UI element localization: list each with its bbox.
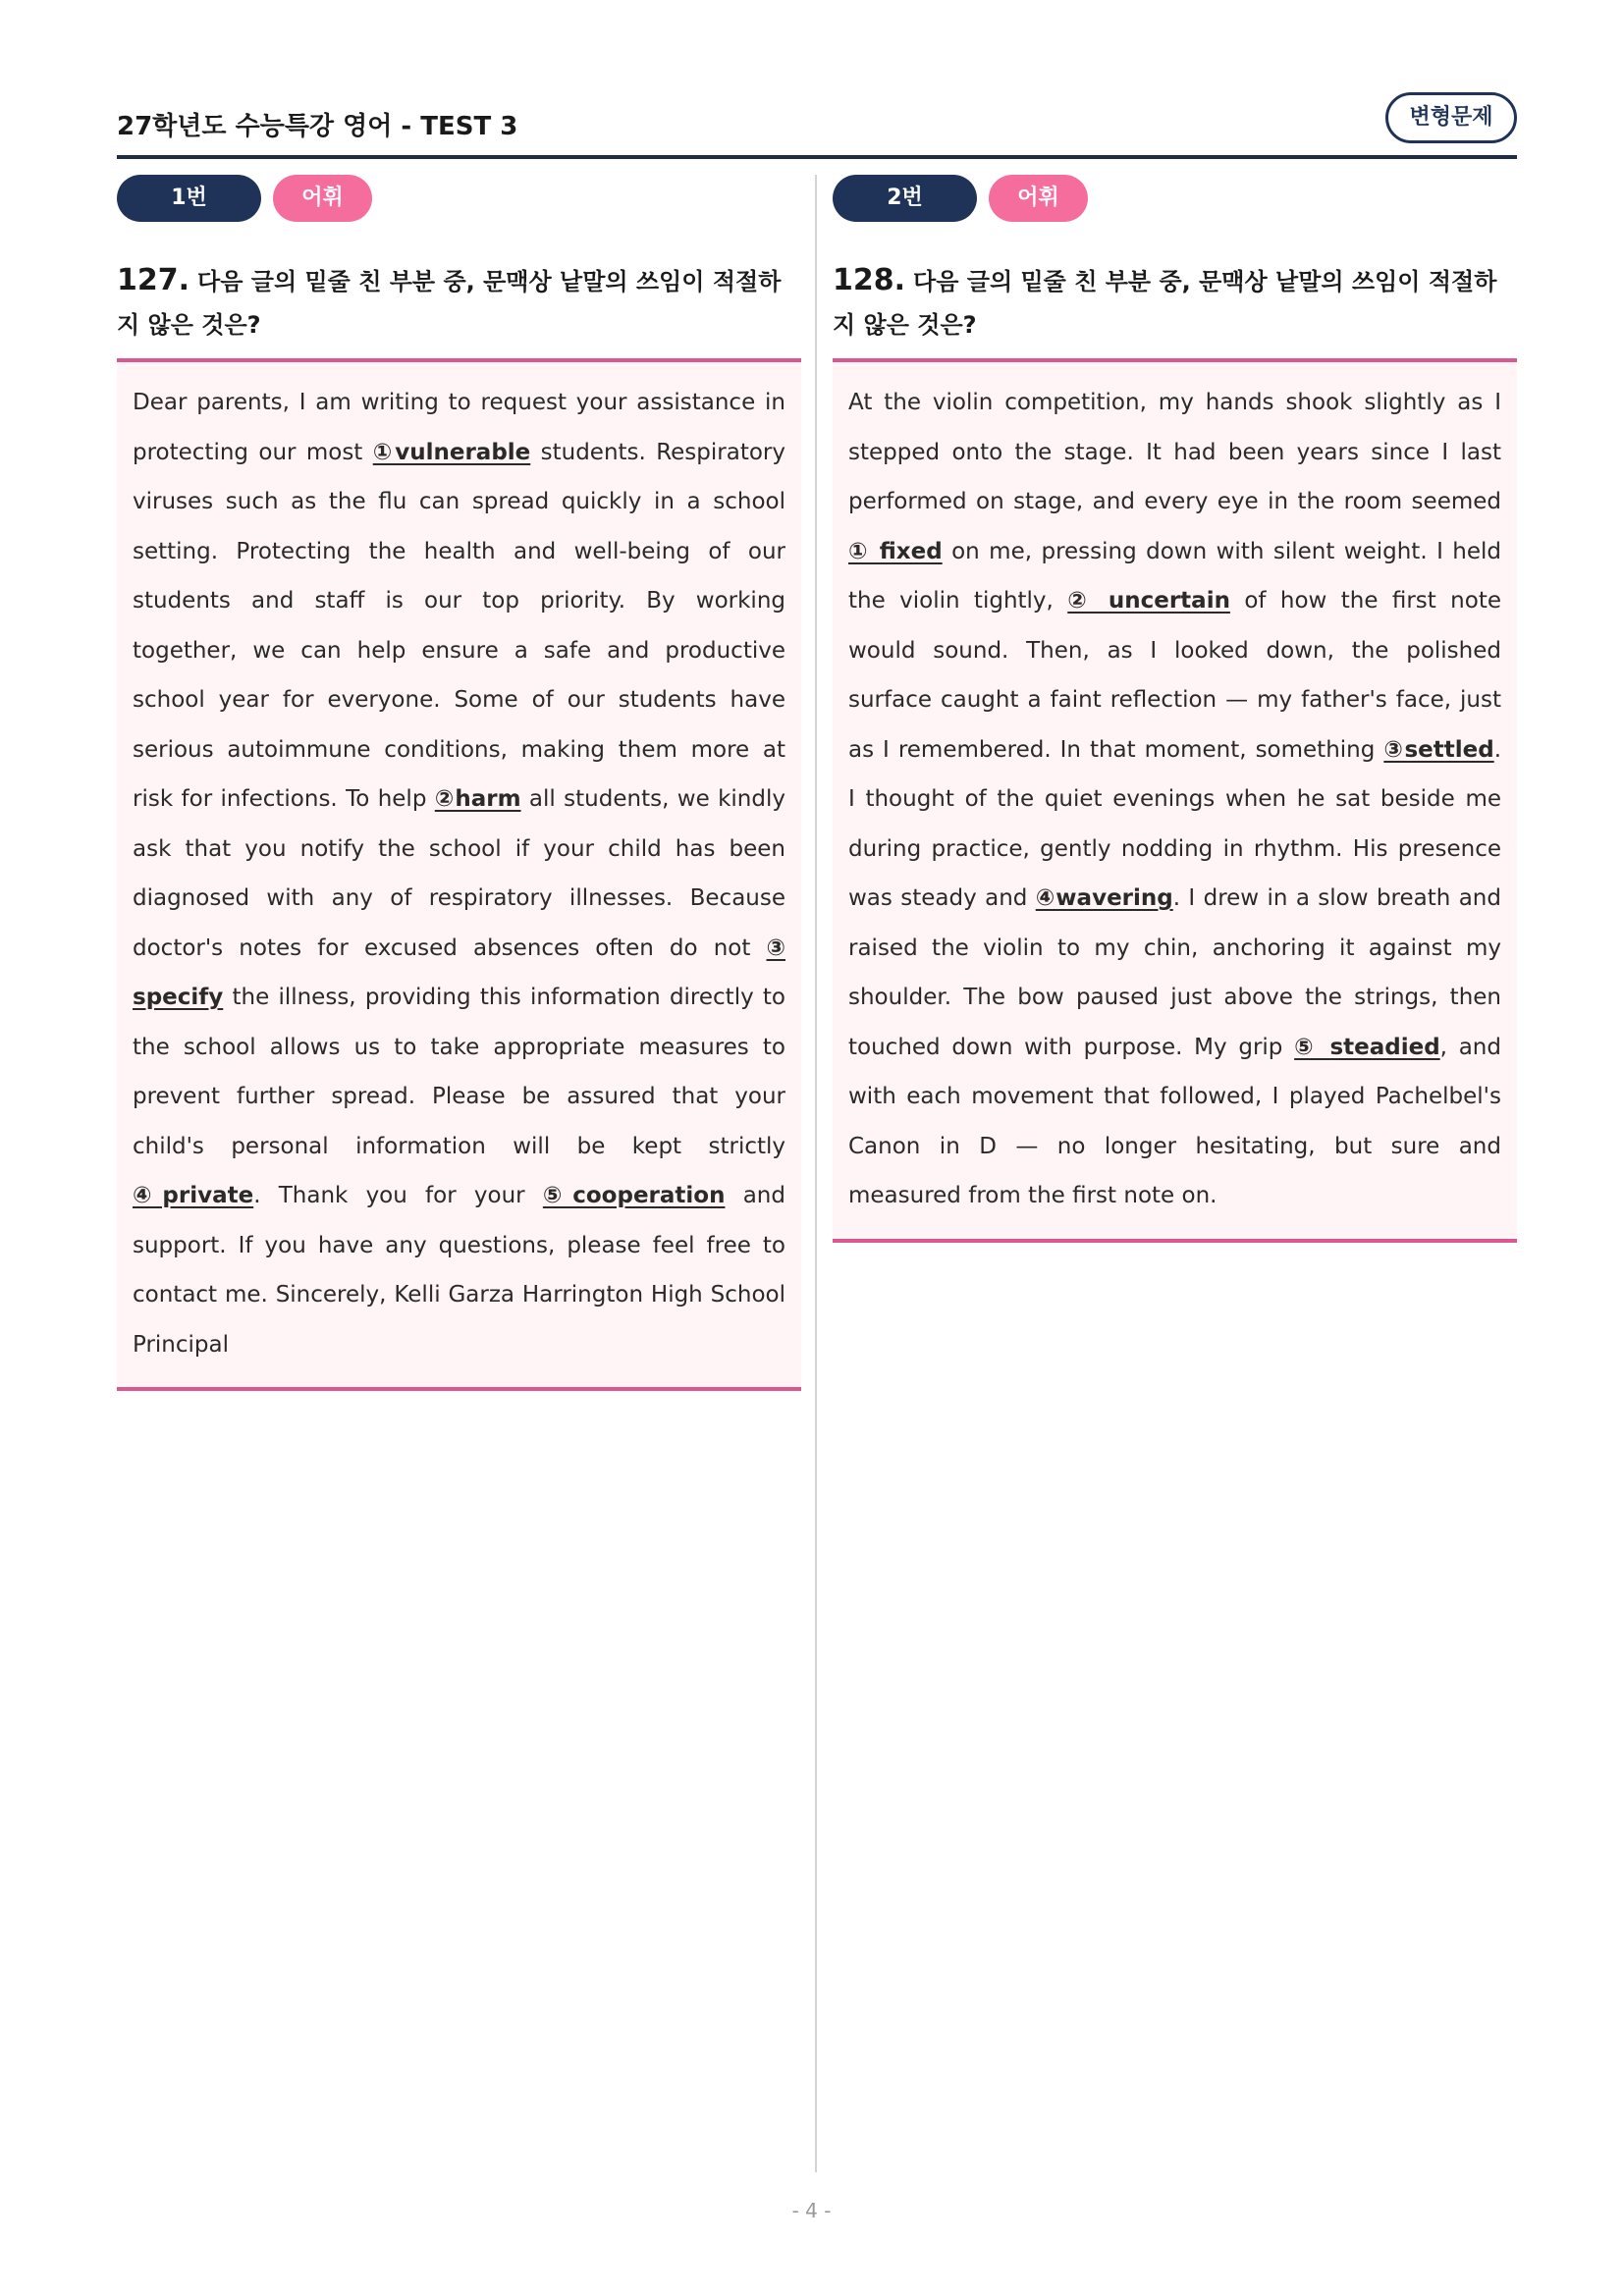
question-number-tag: 2번	[833, 175, 977, 222]
passage-rule	[117, 1387, 801, 1391]
question-number-tag: 1번	[117, 175, 261, 222]
underlined-choice: ② uncertain	[1067, 588, 1230, 614]
question-type-tag: 어휘	[989, 175, 1088, 222]
variant-badge: 변형문제	[1385, 92, 1517, 143]
page-number: - 4 -	[791, 2199, 832, 2222]
question-text: 다음 글의 밑줄 친 부분 중, 문맥상 낱말의 쓰임이 적절하지 않은 것은?	[117, 268, 782, 339]
header-title: 27학년도 수능특강 영어 - TEST 3	[117, 112, 518, 141]
underlined-choice: ①vulnerable	[372, 439, 531, 465]
underlined-choice: ① fixed	[848, 538, 943, 564]
question-number: 127.	[117, 263, 190, 297]
underlined-choice: ②harm	[434, 786, 521, 812]
underlined-choice: ④private	[133, 1183, 254, 1208]
passage: At the violin competition, my hands shook slightly as I stepped onto the stage. It had been years since I last performed on stage, and every eye in the room seemed ① fixed on me, pressing down with silent weight. I held the violin tightly, ② uncertain of how the first note would sound. Then, as I looked down, the polished surface caught a faint reflection — my father's face, just as I remembered. In that moment, something ③settled. I thought of the quiet evenings when he sat beside me during practice, gently nodding in rhythm. His presence was steady and ④wavering. I drew in a slow breath and raised the violin to my chin, anchoring it against my shoulder. The bow paused just above the strings, then touched down with purpose. My grip ⑤ steadied, and with each movement that followed, I played Pachelbel's Canon in D — no longer hesitating, but sure and measured from the first note on.	[833, 362, 1517, 1239]
column-divider	[815, 175, 817, 2172]
page-header	[117, 90, 1517, 159]
underlined-choice: ③ specify	[133, 934, 785, 1010]
question-type-tag: 어휘	[273, 175, 372, 222]
underlined-choice: ③settled	[1383, 736, 1494, 763]
question-prompt	[833, 259, 1517, 347]
question-tags	[117, 175, 801, 222]
passage-rule	[833, 1239, 1517, 1243]
header-rule	[117, 155, 1517, 159]
question-number: 128.	[833, 263, 906, 297]
question-tags	[833, 175, 1517, 222]
underlined-choice: ④wavering	[1035, 885, 1173, 911]
passage: Dear parents, I am writing to request your assistance in protecting our most ①vulnerable students. Respiratory viruses such as the flu can spread quickly in a school setting. Protecting the health and well-being of our students and staff is our top priority. By working together, we can help ensure a safe and productive school year for everyone. Some of our students have serious autoimmune conditions, making them more at risk for infections. To help ②harm all students, we kindly ask that you notify the school if your child has been diagnosed with any of respiratory illnesses. Because doctor's notes for excused absences often do not ③ specify the illness, providing this information directly to the school allows us to take appropriate measures to prevent further spread. Please be assured that your child's personal information will be kept strictly ④private. Thank you for your ⑤cooperation and support. If you have any questions, please feel free to contact me. Sincerely, Kelli Garza Harrington High School Principal	[117, 362, 801, 1387]
question-prompt	[117, 259, 801, 347]
question-column-left	[117, 175, 801, 1391]
question-text: 다음 글의 밑줄 친 부분 중, 문맥상 낱말의 쓰임이 적절하지 않은 것은?	[833, 268, 1497, 339]
underlined-choice: ⑤cooperation	[542, 1183, 726, 1208]
question-column-right	[833, 175, 1517, 1243]
underlined-choice: ⑤ steadied	[1294, 1034, 1440, 1060]
